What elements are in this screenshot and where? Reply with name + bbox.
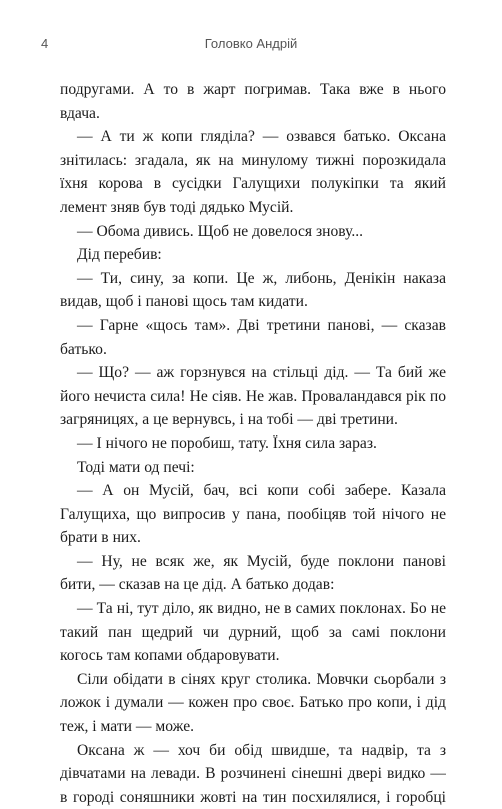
text-line: Сіли обідати в сінях круг столика. Мовчки сьорбали з xyxy=(77,670,446,688)
text-line: — Гарне «щось там». Дві третини панові, — сказав xyxy=(77,316,446,334)
text-line: батько. xyxy=(60,340,107,358)
text-line: подругами. А то в жарт погримав. Така вже в нього xyxy=(60,81,446,98)
text-line: — А ти ж копи гляділа? — озвався батько. Оксана xyxy=(77,128,446,146)
text-line: теж, і мати — може. xyxy=(60,718,195,736)
text-line: — А он Мусій, бач, всі копи собі забере. Казала xyxy=(77,482,446,500)
text-line: такий пан щедрий чи дурний, щоб за самі поклони xyxy=(60,623,446,641)
text-line: вдача. xyxy=(60,104,100,122)
text-line: лемент зняв був тоді дядько Мусій. xyxy=(60,198,294,216)
text-line: дівчатами на левади. В розчинені сінешні двері видко — xyxy=(60,765,446,783)
text-line: бити, — сказав на це дід. А батько додав: xyxy=(60,576,335,594)
text-line: — Обома дивись. Щоб не довелося знову... xyxy=(77,222,364,240)
body-text xyxy=(60,78,446,809)
text-line: Дід перебив: xyxy=(77,246,162,264)
text-line: їхня корова в сусідки Галущихи полукіпки та який xyxy=(60,175,446,193)
text-line: ложок і думали — кожен про своє. Батько про копи, і дід xyxy=(60,694,446,712)
page-header xyxy=(0,36,502,56)
text-line: когось там копами обдаровувати. xyxy=(60,647,280,665)
text-line: видав, щоб і панові щось там кидати. xyxy=(60,293,308,311)
running-head-author: Головко Андрій xyxy=(204,36,298,51)
text-line: — І нічого не поробиш, тату. Їхня сила зараз. xyxy=(77,434,377,452)
text-line: Оксана ж — хоч би обід швидше, та надвір, та з xyxy=(77,741,446,759)
text-line: Тоді мати од печі: xyxy=(77,458,195,476)
text-line: загряницях, а це вернувсь, і на тобі — дві третини. xyxy=(60,411,398,429)
text-line: — Що? — аж горзнувся на стільці дід. — Та бий же xyxy=(77,364,446,382)
text-line: знітилась: згадала, як на минулому тижні порозкидала xyxy=(60,151,446,169)
text-line: — Та ні, тут діло, як видно, не в самих поклонах. Бо не xyxy=(77,600,446,618)
text-line: брати в них. xyxy=(60,529,141,547)
text-line: його нечиста сила! Не сіяв. Не жав. Проваландався рік по xyxy=(60,387,446,405)
text-line: Галущиха, що випросив у пана, пообіцяв той нічого не xyxy=(60,505,446,523)
text-line: — Ну, не всяк же, як Мусій, буде поклони панові xyxy=(77,552,446,570)
text-line: — Ти, сину, за копи. Це ж, либонь, Денікін наказа xyxy=(77,269,446,287)
text-line: в городі соняшники жовті на тин посхилялися, і горобці xyxy=(60,788,446,806)
page-number: 4 xyxy=(41,36,49,51)
